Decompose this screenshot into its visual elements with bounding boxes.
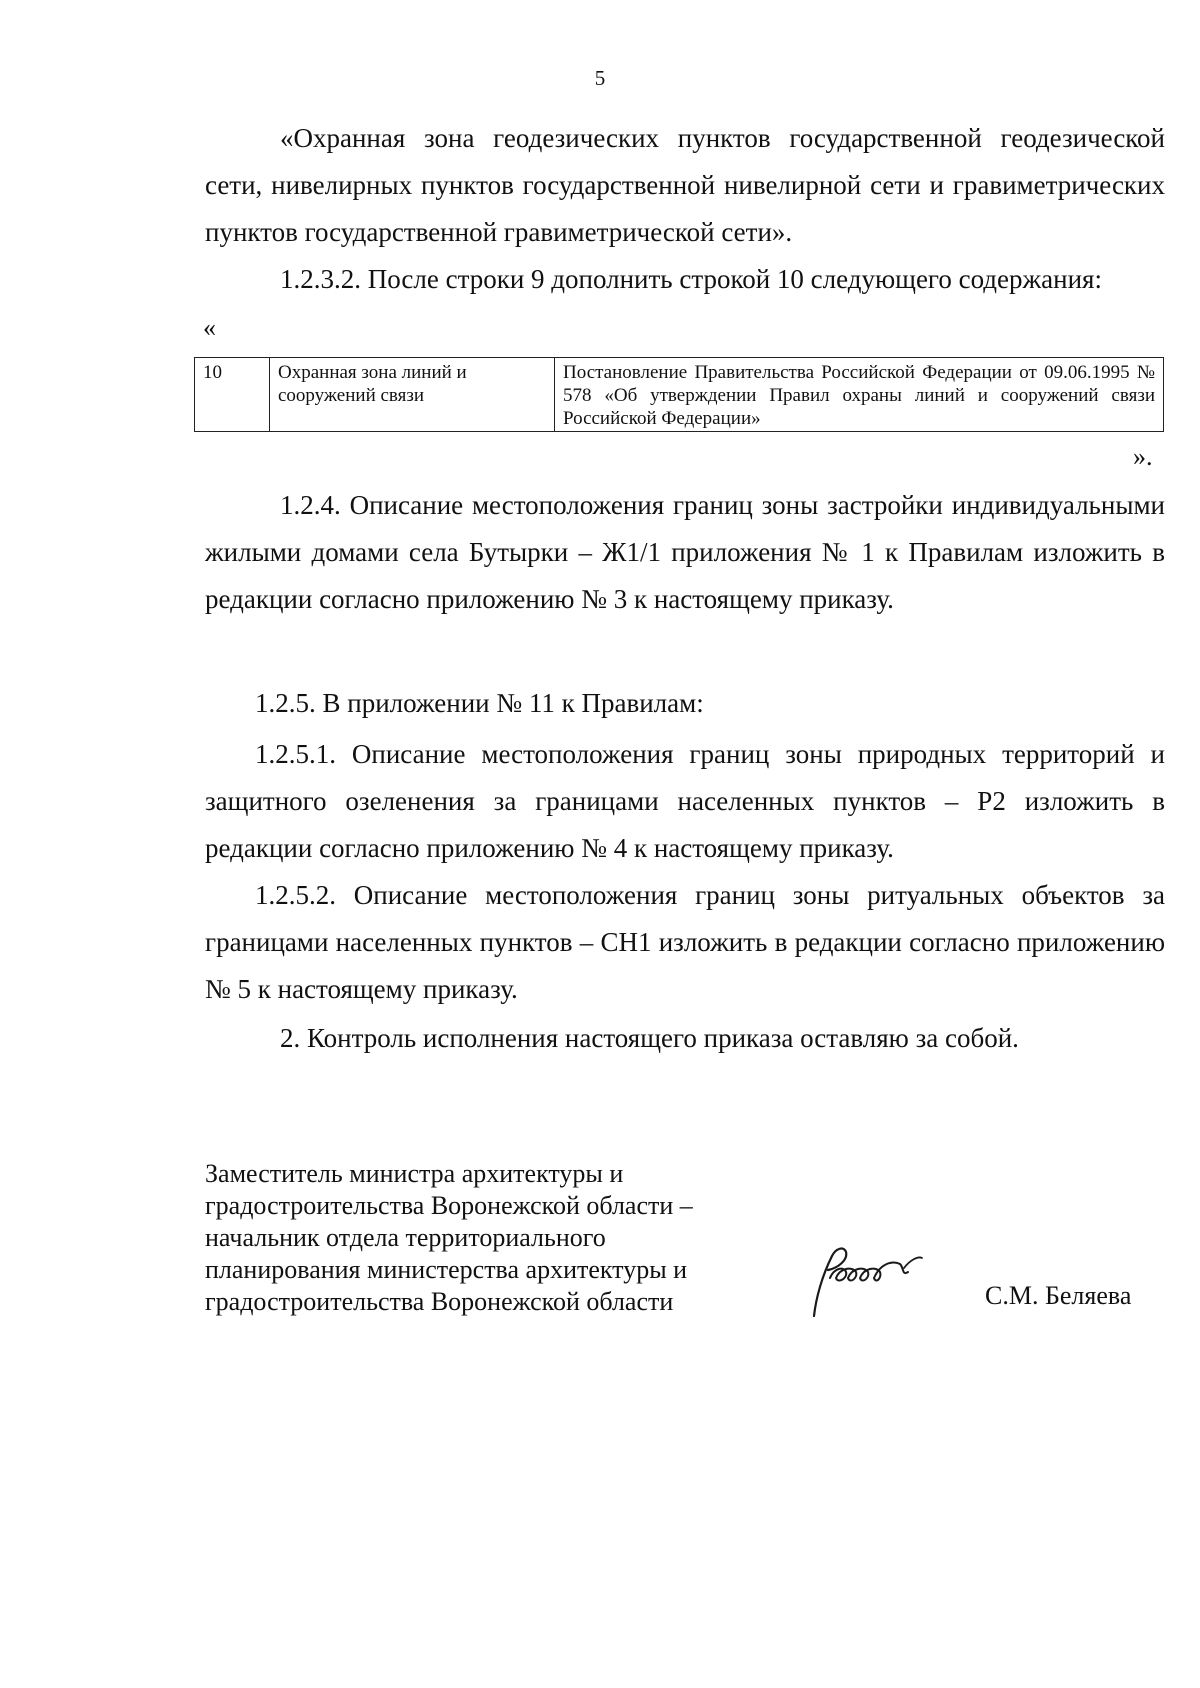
paragraph-1-2-5: 1.2.5. В приложении № 11 к Правилам: bbox=[255, 688, 704, 718]
inserted-row-table bbox=[194, 357, 1164, 432]
position-line: градостроительства Воронежской области – bbox=[205, 1191, 693, 1220]
position-line: градостроительства Воронежской области bbox=[205, 1287, 674, 1316]
position-line: начальник отдела территориального bbox=[205, 1223, 606, 1252]
position-line: Заместитель министра архитектуры и bbox=[205, 1159, 624, 1188]
paragraph-1-2-5-2: 1.2.5.2. Описание местоположения границ зоны ритуальных объектов за границами населенных пунктов – СН1 изложить в редакции согласно приложению № 5 к настоящему приказу. bbox=[205, 880, 1165, 1004]
paragraph-1-2-3-2: 1.2.3.2. После строки 9 дополнить строкой 10 следующего содержания: bbox=[280, 264, 1102, 294]
paragraph-2: 2. Контроль исполнения настоящего приказа оставляю за собой. bbox=[280, 1023, 1019, 1053]
closing-quote: ». bbox=[1133, 442, 1153, 471]
handwritten-signature bbox=[800, 1238, 980, 1318]
table-row bbox=[195, 358, 1164, 432]
page-number: 5 bbox=[594, 66, 606, 90]
legal-basis-cell: Постановление Правительства Российской Федерации от 09.06.1995 № 578 «Об утверждении Правил охраны линий и сооружений связи Российской Федерации» bbox=[555, 358, 1164, 432]
signatory-position bbox=[205, 1158, 765, 1318]
paragraph-1-2-5-1: 1.2.5.1. Описание местоположения границ зоны природных территорий и защитного озеленения за границами населенных пунктов – Р2 изложить в редакции согласно приложению № 4 к настоящему приказу. bbox=[205, 739, 1165, 863]
position-line: планирования министерства архитектуры и bbox=[205, 1255, 688, 1284]
row-number-cell: 10 bbox=[195, 358, 270, 432]
zone-title-paragraph: «Охранная зона геодезических пунктов государственной геодезической сети, нивелирных пунктов государственной нивелирной сети и гравиметрических пунктов государственной гравиметрической сети». bbox=[205, 123, 1165, 247]
zone-name-cell: Охранная зона линий и сооружений связи bbox=[270, 358, 555, 432]
signer-name: С.М. Беляева bbox=[985, 1281, 1132, 1310]
opening-quote: « bbox=[203, 313, 216, 342]
paragraph-1-2-4: 1.2.4. Описание местоположения границ зоны застройки индивидуальными жилыми домами села Бутырки – Ж1/1 приложения № 1 к Правилам изложить в редакции согласно приложению № 3 к настоящему приказу. bbox=[205, 490, 1165, 614]
